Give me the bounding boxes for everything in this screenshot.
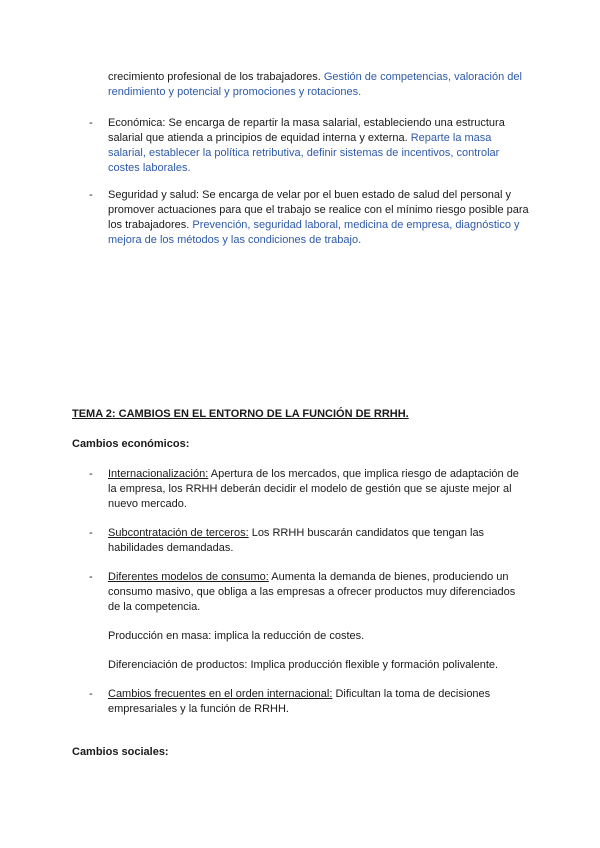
function-item-text [108,188,529,248]
function-description: Seguridad y salud: Se encarga de velar por el buen estado de salud del personal y promover actuaciones para que el trabajo se realice con el mínimo riesgo posible para los trabajadores. [108,189,529,231]
economic-item-term: Internacionalización: [108,468,209,480]
intro-blue-text: Gestión de competencias, valoración del rendimiento y potencial y promociones y rotaciones. [108,71,522,98]
intro-text: crecimiento profesional de los trabajadores. [108,71,324,83]
economic-item-description: Los RRHH buscarán candidatos que tengan las habilidades demandadas. [108,527,485,554]
function-item-seguridad [89,188,529,248]
economic-item-text [108,687,529,717]
function-tasks: Prevención, seguridad laboral, medicina de empresa, diagnóstico y mejora de los métodos y las condiciones de trabajo. [108,219,520,246]
function-tasks: Reparte la masa salarial, establecer la política retributiva, definir sistemas de incentivos, controlar costes laborales. [108,132,500,174]
economic-item-text [108,467,529,512]
bullet-dash: - [89,468,93,480]
bullet-dash: - [89,571,93,583]
consumption-note-differentiation: Diferenciación de productos: Implica producción flexible y formación polivalente. [108,659,499,671]
intro-paragraph [108,70,528,100]
bullet-dash: - [89,688,93,700]
economic-item-term: Diferentes modelos de consumo: [108,571,269,583]
section-title: TEMA 2: CAMBIOS EN EL ENTORNO DE LA FUNCIÓN DE RRHH. [72,408,409,420]
economic-item-orden-internacional [89,687,529,717]
function-item-text [108,116,529,176]
economic-item-text [108,526,529,556]
economic-changes-heading: Cambios económicos: [72,438,190,450]
economic-item-description: Aumenta la demanda de bienes, produciendo un consumo masivo, que obliga a las empresas a ofrecer productos muy diferenciados de la competencia. [108,571,516,613]
function-description: Económica: Se encarga de repartir la masa salarial, estableciendo una estructura salarial que atienda a principios de equidad interna y externa. [108,117,505,144]
economic-item-description: Dificultan la toma de decisiones empresariales y la función de RRHH. [108,688,491,715]
economic-item-internacionalizacion [89,467,529,512]
bullet-dash: - [89,117,93,129]
economic-item-subcontratacion [89,526,529,556]
consumption-note-mass: Producción en masa: implica la reducción de costes. [108,630,365,642]
economic-item-description: Apertura de los mercados, que implica riesgo de adaptación de la empresa, los RRHH deberán decidir el modelo de gestión que se ajuste mejor al nuevo mercado. [108,468,519,510]
bullet-dash: - [89,189,93,201]
economic-item-term: Cambios frecuentes en el orden internacional: [108,688,333,700]
economic-item-consumo [89,570,529,615]
bullet-dash: - [89,527,93,539]
economic-item-term: Subcontratación de terceros: [108,527,249,539]
economic-item-text [108,570,529,615]
function-item-economica [89,116,529,176]
social-changes-heading: Cambios sociales: [72,746,169,758]
